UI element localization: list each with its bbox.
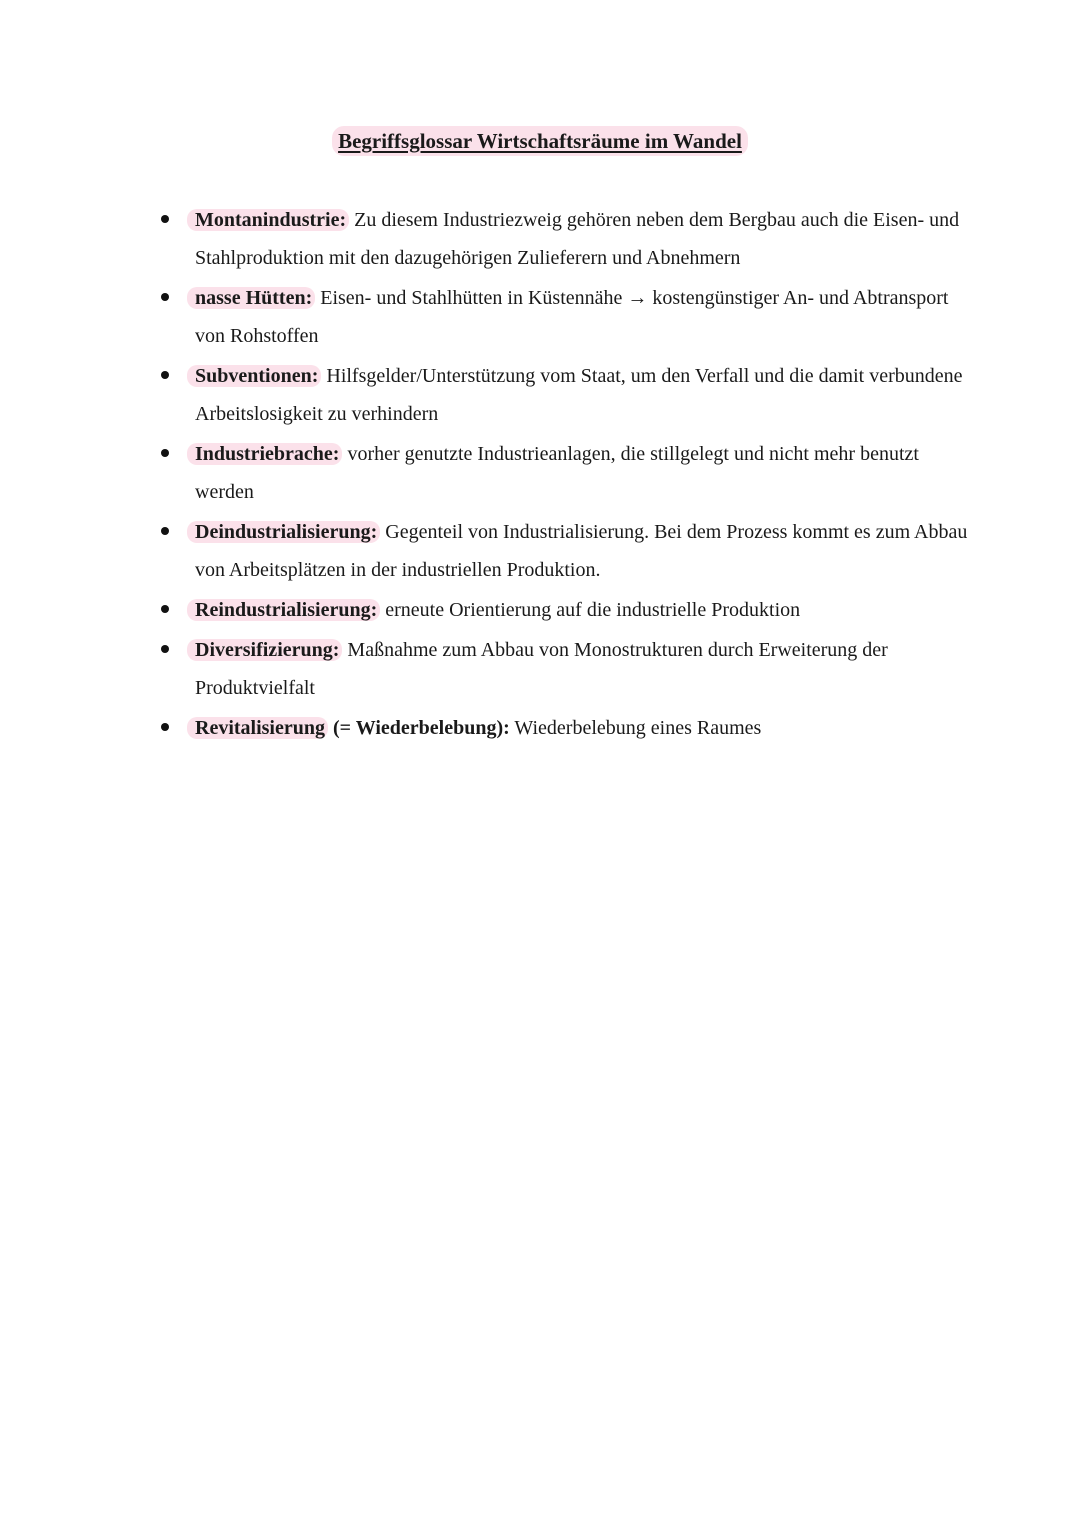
bullet-icon xyxy=(161,723,169,731)
list-item xyxy=(150,357,970,433)
glossary-definition: Hilfsgelder/Unterstützung vom Staat, um den Verfall und die damit verbundene Arbeitslosigkeit zu verhindern xyxy=(195,365,963,425)
list-item xyxy=(150,709,970,747)
bullet-icon xyxy=(161,527,169,535)
page-title: Begriffsglossar Wirtschaftsräume im Wandel xyxy=(332,126,748,156)
glossary-list xyxy=(150,201,970,749)
list-item xyxy=(150,279,970,355)
glossary-term: Subventionen: xyxy=(187,365,321,387)
glossary-definition: vorher genutzte Industrieanlagen, die stillgelegt und nicht mehr benutzt werden xyxy=(195,443,919,503)
bullet-icon xyxy=(161,293,169,301)
glossary-term: Reindustrialisierung: xyxy=(187,599,380,621)
glossary-term: Diversifizierung: xyxy=(187,639,342,661)
glossary-term: nasse Hütten: xyxy=(187,287,315,309)
title-container xyxy=(0,126,1080,156)
glossary-definition: erneute Orientierung auf die industrielle Produktion xyxy=(380,599,801,621)
glossary-term: Industriebrache: xyxy=(187,443,342,465)
list-item xyxy=(150,631,970,707)
glossary-definition: Maßnahme zum Abbau von Monostrukturen durch Erweiterung der Produktvielfalt xyxy=(195,639,888,699)
glossary-definition: Wiederbelebung eines Raumes xyxy=(509,717,762,739)
bullet-icon xyxy=(161,645,169,653)
bullet-icon xyxy=(161,371,169,379)
bullet-icon xyxy=(161,215,169,223)
bullet-icon xyxy=(161,605,169,613)
glossary-definition: Gegenteil von Industrialisierung. Bei dem Prozess kommt es zum Abbau von Arbeitsplätzen in der industriellen Produktion. xyxy=(195,521,968,581)
glossary-term: Montanindustrie: xyxy=(187,209,349,231)
glossary-definition: Zu diesem Industriezweig gehören neben dem Bergbau auch die Eisen- und Stahlproduktion mit den dazugehörigen Zulieferern und Abnehmern xyxy=(195,209,960,269)
glossary-term: Deindustrialisierung: xyxy=(187,521,380,543)
list-item xyxy=(150,435,970,511)
list-item xyxy=(150,591,970,629)
glossary-term-extra: (= Wiederbelebung): xyxy=(328,717,510,739)
glossary-term: Revitalisierung xyxy=(187,717,328,739)
list-item xyxy=(150,513,970,589)
glossary-definition: Eisen- und Stahlhütten in Küstennähe → kostengünstiger An- und Abtransport von Rohstoffen xyxy=(195,287,949,347)
bullet-icon xyxy=(161,449,169,457)
list-item xyxy=(150,201,970,277)
